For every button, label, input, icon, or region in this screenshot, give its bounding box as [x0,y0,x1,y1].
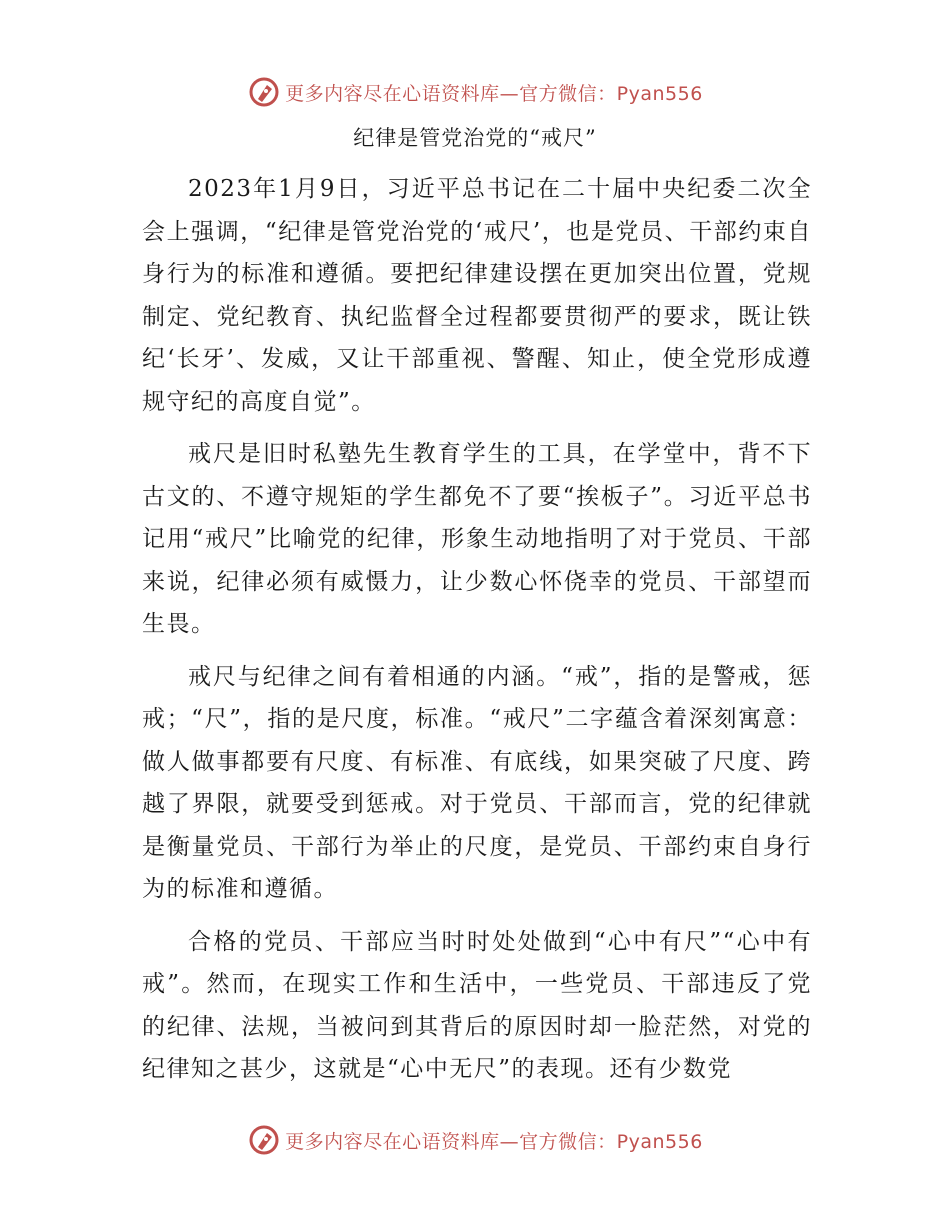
paragraph: 合格的党员、干部应当时时处处做到“心中有尺”“心中有戒”。然而，在现实工作和生活中，一些党员、干部违反了党的纪律、法规，当被问到其背后的原因时却一脸茫然，对党的纪律知之甚少，这就是“心中无尺”的表现。还有少数党 [142,928,812,1082]
pen-nib-circle-icon [247,1123,281,1157]
pen-nib-circle-icon [247,75,281,109]
document-title: 纪律是管党治党的“戒尺” [353,126,597,150]
paragraph: 2023年1月9日，习近平总书记在二十届中央纪委二次全会上强调，“纪律是管党治党的‘戒尺’，也是党员、干部约束自身行为的标准和遵循。要把纪律建设摆在更加突出位置，党规制定、党纪教育、执纪监督全过程都要贯彻严的要求，既让铁纪‘长牙’、发威，又让干部重视、警醒、知止，使全党形成遵规守纪的高度自觉”。 [142,176,812,415]
header-banner-text: 更多内容尽在心语资料库—官方微信：Pyan556 [285,82,703,105]
paragraph: 戒尺是旧时私塾先生教育学生的工具，在学堂中，背不下古文的、不遵守规矩的学生都免不了要“挨板子”。习近平总书记用“戒尺”比喻党的纪律，形象生动地指明了对于党员、干部来说，纪律必须有威慑力，让少数心怀侥幸的党员、干部望而生畏。 [142,441,812,637]
document-body [142,168,812,1101]
paragraph: 戒尺与纪律之间有着相通的内涵。“戒”，指的是警戒，惩戒；“尺”，指的是尺度，标准。“戒尺”二字蕴含着深刻寓意：做人做事都要有尺度、有标准、有底线，如果突破了尺度、跨越了界限，就要受到惩戒。对于党员、干部而言，党的纪律就是衡量党员、干部行为举止的尺度，是党员、干部约束自身行为的标准和遵循。 [142,663,812,902]
footer-banner-text: 更多内容尽在心语资料库—官方微信：Pyan556 [285,1130,703,1153]
header-banner [0,72,950,112]
footer-banner [0,1120,950,1160]
